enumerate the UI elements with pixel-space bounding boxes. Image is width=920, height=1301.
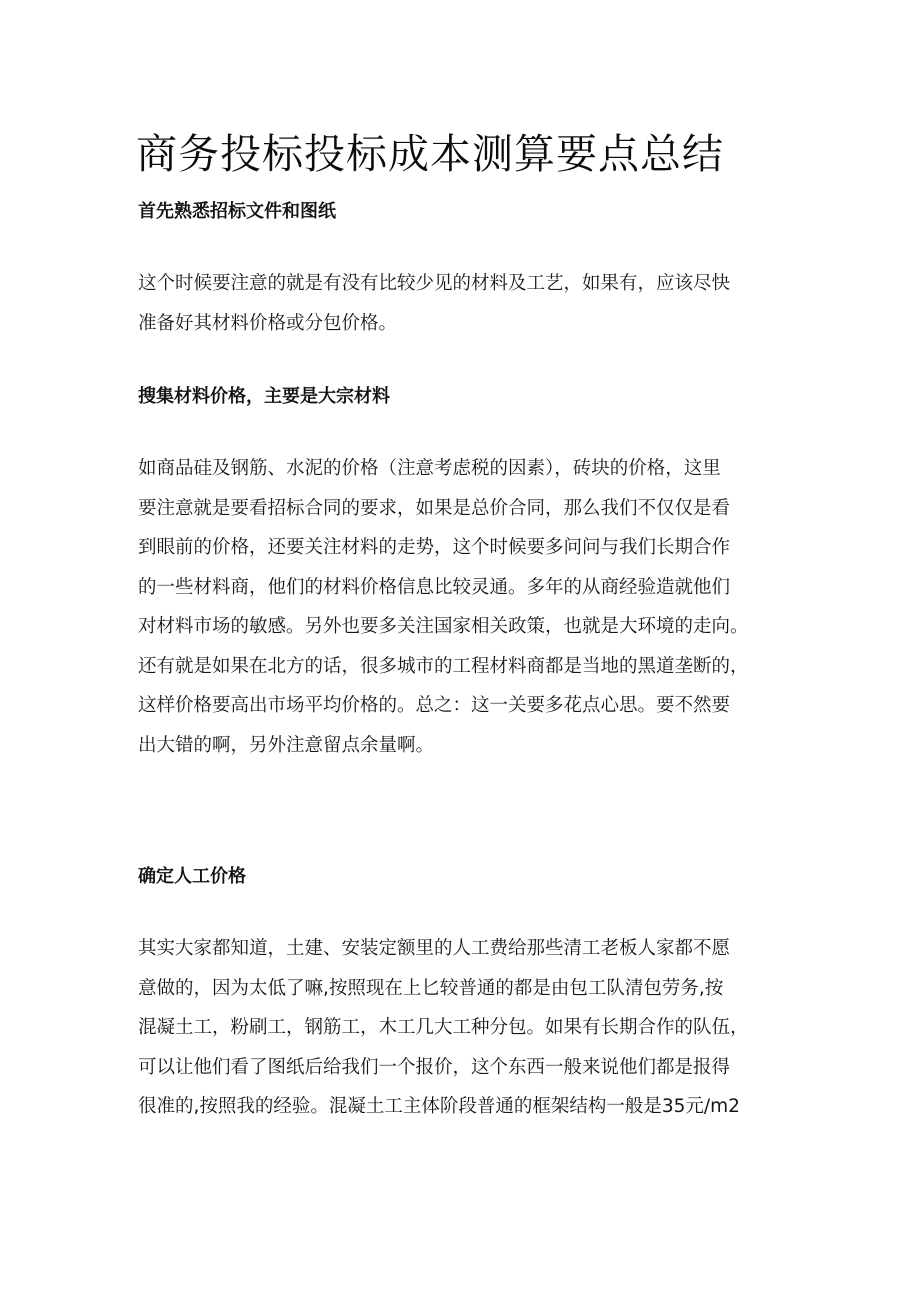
paragraph-line: 准备好其材料价格或分包价格。 bbox=[138, 312, 398, 334]
section-paragraph-study-documents bbox=[138, 264, 798, 343]
section-heading-labor-prices: 确定人工价格 bbox=[138, 866, 246, 887]
document-title: 商务投标投标成本测算要点总结 bbox=[136, 130, 724, 178]
paragraph-line: 还有就是如果在北方的话，很多城市的工程材料商都是当地的黑道垄断的， bbox=[138, 655, 749, 677]
paragraph-line: 很准的,按照我的经验。混凝土工主体阶段普通的框架结构一般是35元/m2 bbox=[138, 1096, 740, 1117]
paragraph-line: 要注意就是要看招标合同的要求，如果是总价合同，那么我们不仅仅是看 bbox=[138, 497, 731, 519]
paragraph-line: 这样价格要高出市场平均价格的。总之：这一关要多花点心思。要不然要 bbox=[138, 695, 731, 716]
paragraph-line: 这个时候要注意的就是有没有比较少见的材料及工艺，如果有，应该尽快 bbox=[138, 273, 731, 294]
paragraph-line: 到眼前的价格，还要关注材料的走势，这个时候要多问问与我们长期合作 bbox=[138, 537, 731, 558]
paragraph-line: 混凝土工，粉刷工，钢筋工，木工几大工种分包。如果有长期合作的队伍， bbox=[138, 1017, 749, 1038]
paragraph-line: 的一些材料商，他们的材料价格信息比较灵通。多年的从商经验造就他们 bbox=[138, 576, 731, 598]
paragraph-line: 意做的，因为太低了嘛,按照现在上匕较普通的都是由包工队清包劳务,按 bbox=[138, 977, 724, 999]
section-heading-study-documents: 首先熟悉招标文件和图纸 bbox=[138, 201, 336, 222]
paragraph-line: 对材料市场的敏感。另外也要多关注国家相关政策，也就是大环境的走向。 bbox=[138, 616, 749, 637]
paragraph-line: 可以让他们看了图纸后给我们一个报价，这个东西一般来说他们都是报得 bbox=[138, 1056, 731, 1078]
section-paragraph-material-prices bbox=[138, 449, 798, 765]
section-paragraph-labor-prices bbox=[138, 929, 798, 1127]
paragraph-line: 其实大家都知道，土建、安装定额里的人工费给那些清工老板人家都不愿 bbox=[138, 938, 731, 959]
section-heading-material-prices: 搜集材料价格，主要是大宗材料 bbox=[138, 386, 390, 407]
paragraph-line: 如商品硅及钢筋、水泥的价格（注意考虑税的因素），砖块的价格，这里 bbox=[138, 458, 721, 479]
paragraph-line: 出大错的啊，另外注意留点余量啊。 bbox=[138, 734, 435, 756]
